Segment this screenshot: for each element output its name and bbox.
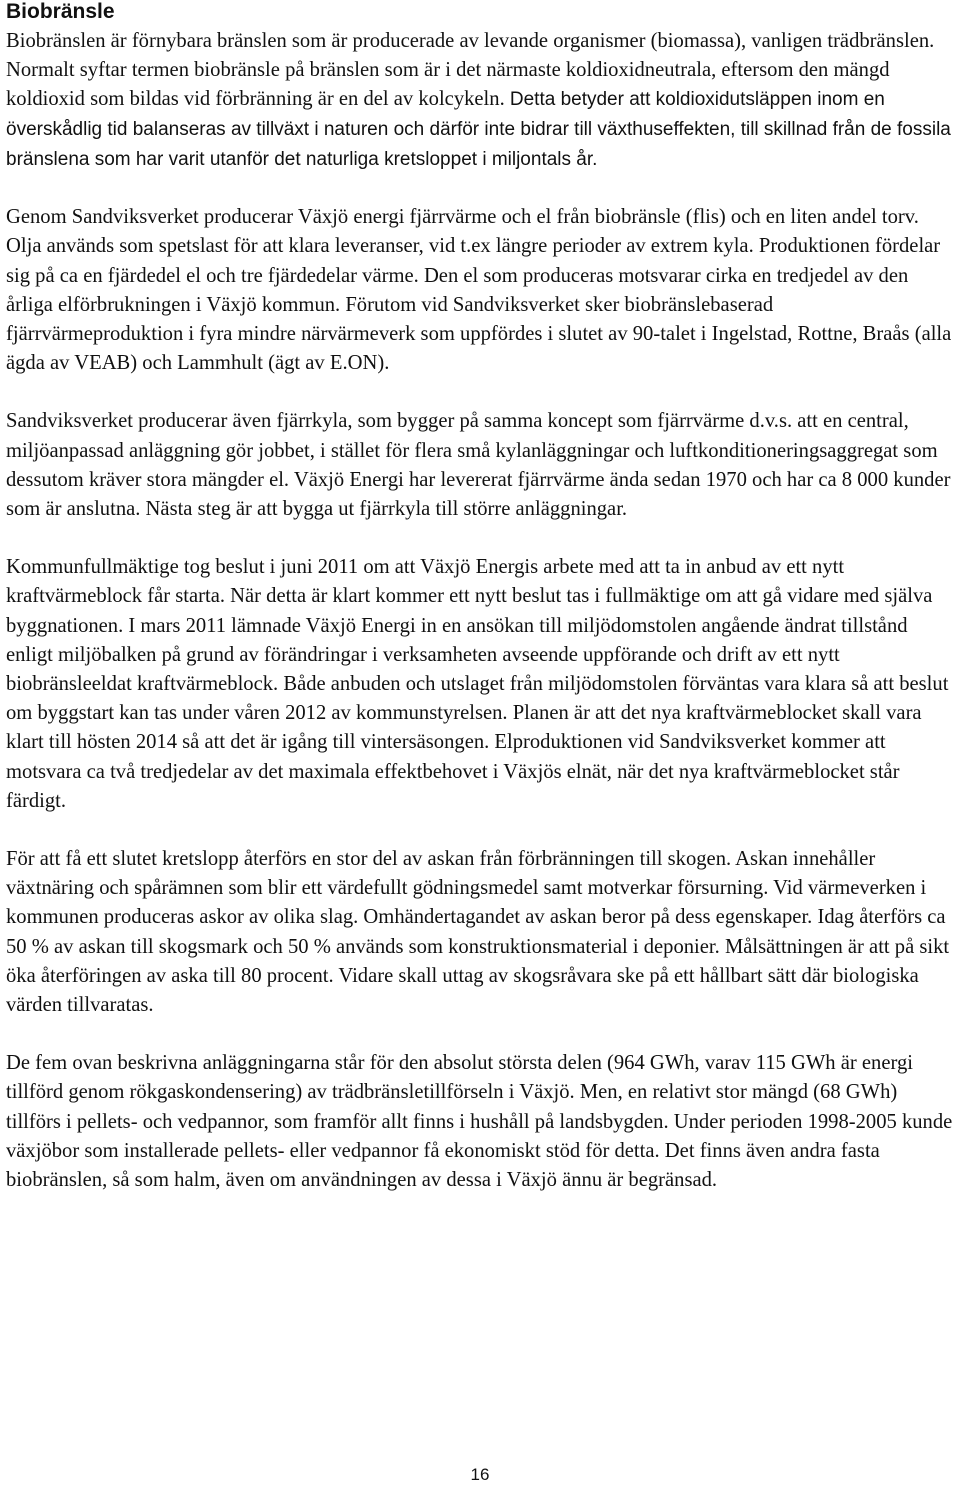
document-heading: Biobränsle: [6, 0, 115, 23]
paragraph-biofuel-intro: [6, 27, 954, 174]
page-number: 16: [470, 1465, 490, 1484]
paragraph-council-decision: Kommunfullmäktige tog beslut i juni 2011 om att Växjö Energis arbete med att ta in anbud av ett nytt kraftvärmeblock får starta. När detta är klart kommer ett nytt beslut tas i fullmäktige om att gå vidare med själva byggnationen. I mars 2011 lämnade Växjö Energi in en ansökan till miljödomstolen angående ändrat tillstånd enligt miljöbalken på grund av förändringar i verksamheten avseende uppförande och drift av ett nytt biobränsleeldat kraftvärmeblock. Både anbuden och utslaget från miljödomstolen förväntas vara klara så att beslut om byggstart kan tas under våren 2012 av kommunstyrelsen. Planen är att det nya kraftvärmeblocket skall vara klart till hösten 2014 så att det är igång till vintersäsongen. Elproduktionen vid Sandviksverket kommer att motsvara ca två tredjedelar av det maximala effektbehovet i Växjös elnät, när det nya kraftvärmeblocket står färdigt.: [6, 556, 949, 812]
paragraph-sandviksverket: Genom Sandviksverket producerar Växjö energi fjärrvärme och el från biobränsle (flis) och en liten andel torv. Olja används som spetslast för att klara leveranser, vid t.ex längre perioder av extrem kyla. Produktionen fördelar sig på ca en fjärdedel el och tre fjärdedelar värme. Den el som produceras motsvarar cirka en tredjedel av den årliga elförbrukningen i Växjö kommun. Förutom vid Sandviksverket sker biobränslebaserad fjärrvärmeproduktion i fyra mindre närvärmeverk som uppfördes i slutet av 90-talet i Ingelstad, Rottne, Braås (alla ägda av VEAB) och Lammhult (ägt av E.ON).: [6, 206, 952, 375]
paragraph-ash-recycling: För att få ett slutet kretslopp återförs en stor del av askan från förbränningen till skogen. Askan innehåller växtnäring och spårämnen som blir ett värdefullt gödningsmedel samt motverkar försurning. Vid värmeverken i kommunen produceras askor av olika slag. Omhändertagandet av askan beror på dess egenskaper. Idag återförs ca 50 % av askan till skogsmark och 50 % används som konstruktionsmaterial i deponier. Målsättningen är att på sikt öka återföringen av aska till 80 procent. Vidare skall uttag av skogsråvara ske på ett hållbart sätt där biologiska värden tillvaratas.: [6, 848, 950, 1017]
paragraph-district-cooling: Sandviksverket producerar även fjärrkyla, som bygger på samma koncept som fjärrvärme d.v.s. att en central, miljöanpassad anläggning gör jobbet, i stället för flera små kylanläggningar och luftkonditioneringsaggregat som dessutom kräver stora mängder el. Växjö Energi har levererat fjärrvärme ända sedan 1970 och har ca 8 000 kunder som är anslutna. Nästa steg är att bygga ut fjärrkyla till större anläggningar.: [6, 410, 951, 521]
document-page: [6, 0, 954, 1195]
paragraph-wood-fuel-supply: De fem ovan beskrivna anläggningarna står för den absolut största delen (964 GWh, varav 115 GWh är energi tillförd genom rökgaskondensering) av trädbränsletillförseln i Växjö. Men, en relativt stor mängd (68 GWh) tillförs i pellets- och vedpannor, som framför allt finns i hushåll på landsbygden. Under perioden 1998-2005 kunde växjöbor som installerade pellets- eller vedpannor få ekonomiskt stöd för detta. Det finns även andra fasta biobränslen, så som halm, även om användningen av dessa i Växjö ännu är begränsad.: [6, 1052, 953, 1192]
paragraph-intro-sans-text: Detta betyder att koldioxidutsläppen inom en överskådlig tid balanseras av tillväxt i naturen och därför inte bidrar till växthuseffekten, till skillnad från de fossila bränslena som har varit utanför det naturliga kretsloppet i miljontals år.: [6, 89, 951, 170]
paragraph-intro-serif-text: Biobränslen är förnybara bränslen som är producerade av levande organismer (biomassa), vanligen trädbränslen. Normalt syftar termen biobränsle på bränslen som är i det närmaste koldioxidneutrala, eftersom den mängd koldioxid som bildas vid förbränning är en del av kolcykeln.: [6, 30, 935, 111]
